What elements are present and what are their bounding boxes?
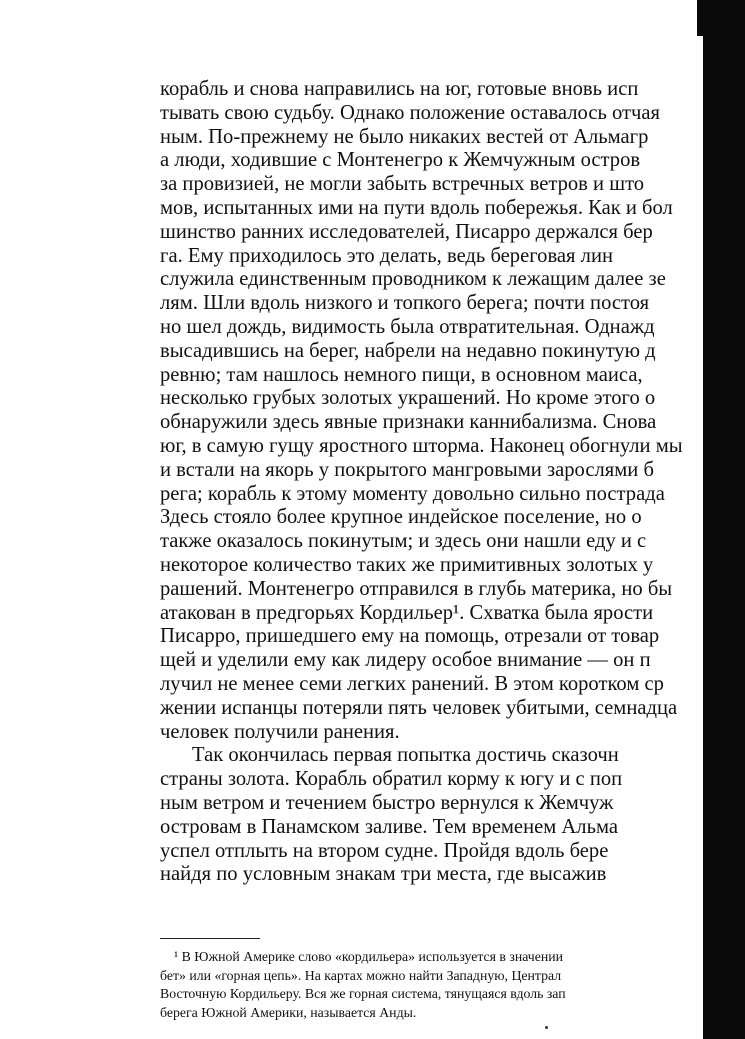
footnote-line: Восточную Кордильеру. Вся же горная система, тянущаяся вдоль зап	[160, 986, 566, 1001]
text-line: некоторое количество таких же примитивных золотых у	[160, 553, 654, 576]
text-line: тывать свою судьбу. Однако положение оставалось отчая	[160, 101, 661, 124]
text-line: Здесь стояло более крупное индейское поселение, но о	[160, 506, 642, 529]
text-line: рега; корабль к этому моменту довольно сильно пострада	[160, 482, 665, 505]
text-line: ным ветром и течением быстро вернулся к Жемчуж	[160, 791, 614, 814]
scan-dark-edge-top	[697, 0, 703, 36]
text-line: атакован в предгорьях Кордильер¹. Схватка была ярости	[160, 601, 654, 624]
text-line: га. Ему приходилось это делать, ведь береговая лин	[160, 244, 614, 267]
text-line: обнаружили здесь явные признаки каннибализма. Снова	[160, 411, 657, 434]
text-line: и встали на якорь у покрытого мангровыми зарослями б	[160, 458, 654, 481]
text-line: мов, испытанных ими на пути вдоль побережья. Как и бол	[160, 196, 673, 219]
text-line: ревню; там нашлось немного пищи, в основном маиса,	[160, 363, 643, 386]
footnote-block	[160, 948, 745, 1022]
text-line: жении испанцы потеряли пять человек убитыми, семнадца	[160, 696, 678, 719]
text-line: несколько грубых золотых украшений. Но кроме этого о	[160, 387, 656, 410]
text-line: страны золота. Корабль обратил корму к югу и с поп	[160, 768, 623, 791]
footnote-line: ¹ В Южной Америке слово «кордильера» используется в значении	[174, 949, 564, 964]
text-line: Писарро, пришедшего ему на помощь, отрезали от товар	[160, 625, 660, 648]
text-line: высадившись на берег, набрели на недавно покинутую д	[160, 339, 656, 362]
text-line: островам в Панамском заливе. Тем временем Альма	[160, 815, 618, 838]
scan-speck	[545, 1026, 548, 1029]
text-line: человек получили ранения.	[160, 720, 400, 743]
text-line: лучил не менее семи легких ранений. В этом коротком ср	[160, 672, 664, 695]
paragraph-first-line: Так окончилась первая попытка достичь сказочн	[192, 744, 619, 767]
text-line: корабль и снова направились на юг, готовые вновь исп	[160, 78, 639, 100]
text-line: щей и уделили ему как лидеру особое внимание — он п	[160, 649, 651, 672]
text-line: успел отплыть на втором судне. Пройдя вдоль бере	[160, 839, 609, 862]
text-line: лям. Шли вдоль низкого и топкого берега; почти постоя	[160, 292, 650, 315]
footnote-rule	[160, 938, 260, 939]
text-line: служила единственным проводником к лежащим далее зе	[160, 268, 666, 291]
text-line: найдя по условным знакам три места, где высажив	[160, 863, 607, 886]
text-line: ным. По-прежнему не было никаких вестей от Альмагр	[160, 125, 649, 148]
text-line: рашений. Монтенегро отправился в глубь материка, но бы	[160, 577, 673, 600]
main-text-block	[160, 78, 745, 887]
footnote-line: бет» или «горная цепь». На картах можно найти Западную, Централ	[160, 967, 562, 983]
text-line: а люди, ходившие с Монтенегро к Жемчужным остров	[160, 149, 641, 172]
text-line: шинство ранних исследователей, Писарро держался бер	[160, 220, 653, 243]
footnote-line: берега Южной Америки, называется Анды.	[160, 1004, 417, 1020]
text-line: но шел дождь, видимость была отвратительная. Однажд	[160, 315, 655, 338]
text-line: за провизией, не могли забыть встречных ветров и што	[160, 173, 645, 196]
text-line: также оказалось покинутым; и здесь они нашли еду и с	[160, 530, 647, 553]
text-line: юг, в самую гущу яростного шторма. Наконец обогнули мы	[160, 434, 683, 457]
